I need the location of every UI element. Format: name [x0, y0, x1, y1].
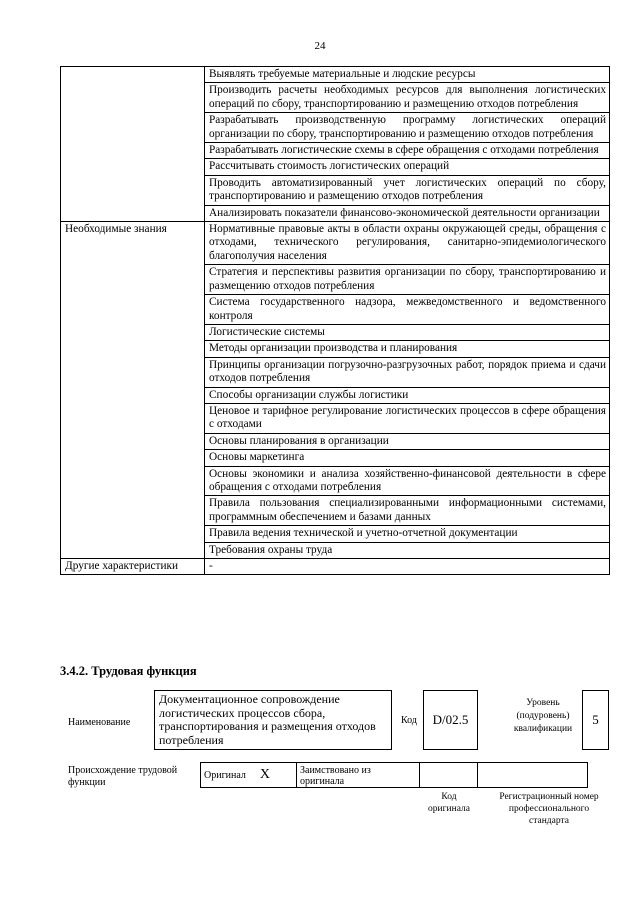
row-text: Основы планирования в организации — [205, 433, 610, 449]
original-label: Оригинал — [204, 770, 246, 781]
table-row — [61, 559, 610, 575]
row-label: Другие характеристики — [61, 559, 205, 575]
row-text: Основы маркетинга — [205, 450, 610, 466]
table-row — [61, 222, 610, 265]
row-text: Проводить автоматизированный учет логистических операций по сбору, транспортированию и размещению отходов потребления — [205, 175, 610, 205]
row-text: Стратегия и перспективы развития организации по сбору, транспортированию и размещению отходов потребления — [205, 265, 610, 295]
row-text: Разрабатывать производственную программу логистических операций организации по сбору, транспортированию и размещению отходов потребления — [205, 113, 610, 143]
requirements-table — [60, 66, 610, 575]
row-text: Методы организации производства и планирования — [205, 341, 610, 357]
page-number: 24 — [314, 40, 326, 52]
original-cell — [201, 763, 297, 788]
row-text: Анализировать показатели финансово-экономической деятельности организации — [205, 205, 610, 221]
function-name-box: Документационное сопровождение логистических процессов сбора, транспортирования и размещения отходов потребления — [154, 690, 392, 750]
row-text: Логистические системы — [205, 324, 610, 340]
code-label: Код — [401, 715, 417, 726]
row-text: Требования охраны труда — [205, 542, 610, 558]
row-text: Принципы организации погрузочно-разгрузочных работ, порядок приема и сдачи отходов потребления — [205, 357, 610, 387]
origin-label: Происхождение трудовой функции — [68, 765, 178, 788]
row-text: Основы экономики и анализа хозяйственно-финансовой деятельности в сфере обращения с отходами потребления — [205, 466, 610, 496]
row-text: Нормативные правовые акты в области охраны окружающей среды, обращения с отходами, технического регулирования, санитарно-эпидемиологического благополучия населения — [205, 222, 610, 265]
row-text: Правила пользования специализированными информационными системами, программным обеспечением и базами данных — [205, 496, 610, 526]
row-text: Правила ведения технической и учетно-отчетной документации — [205, 526, 610, 542]
row-label — [61, 67, 205, 222]
original-code-cell — [420, 763, 478, 788]
qualification-level-label: Уровень (подуровень) квалификации — [513, 698, 573, 734]
row-text: Система государственного надзора, межведомственного и ведомственного контроля — [205, 295, 610, 325]
original-code-caption: Код оригинала — [428, 792, 470, 814]
row-label: Необходимые знания — [61, 222, 205, 559]
table-row — [61, 67, 610, 83]
borrowed-cell: Заимствовано из оригинала — [297, 763, 420, 788]
row-text: Производить расчеты необходимых ресурсов для выполнения логистических операций по сбору, транспортированию и размещению отходов потребления — [205, 83, 610, 113]
row-text: Способы организации службы логистики — [205, 387, 610, 403]
registration-number-caption: Регистрационный номер профессионального стандарта — [499, 792, 599, 826]
original-mark: X — [259, 767, 271, 782]
row-text: Разрабатывать логистические схемы в сфере обращения с отходами потребления — [205, 143, 610, 159]
qualification-level-box: 5 — [582, 690, 609, 750]
origin-table — [200, 762, 588, 788]
row-text: Выявлять требуемые материальные и людские ресурсы — [205, 67, 610, 83]
section-title: 3.4.2. Трудовая функция — [60, 664, 197, 678]
row-text: Ценовое и тарифное регулирование логистических процессов в сфере обращения с отходами — [205, 403, 610, 433]
registration-number-cell — [478, 763, 588, 788]
function-code-box: D/02.5 — [423, 690, 478, 750]
name-label: Наименование — [68, 717, 131, 728]
row-text: Рассчитывать стоимость логистических операций — [205, 159, 610, 175]
row-text: - — [205, 559, 610, 575]
